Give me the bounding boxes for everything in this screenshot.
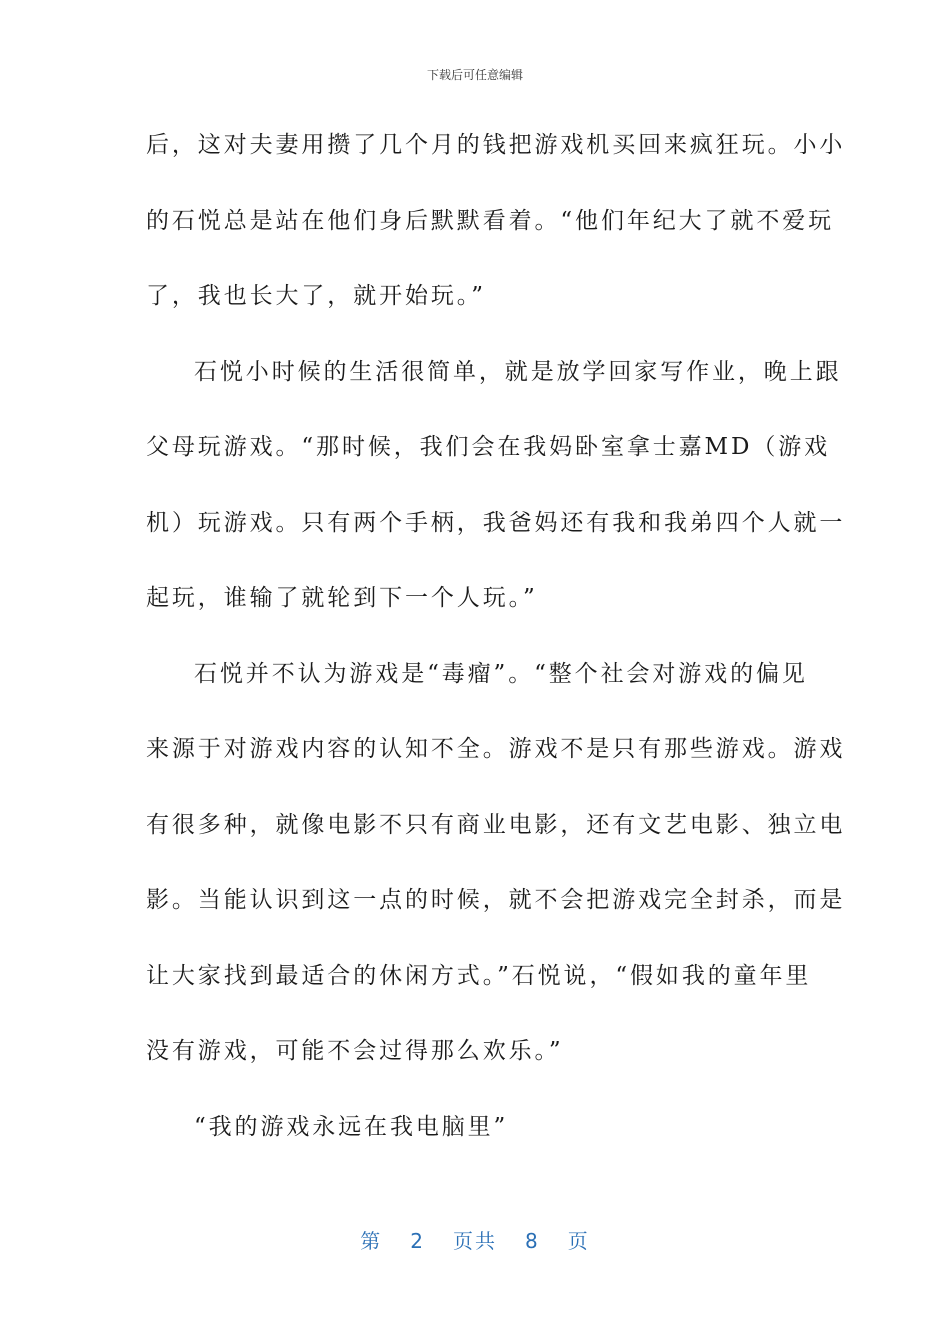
body-line: 了，我也长大了，就开始玩。” — [146, 283, 486, 309]
body-line: 父母玩游戏。“那时候，我们会在我妈卧室拿士嘉MD（游戏 — [146, 434, 831, 460]
page-label-mid: 页共 — [453, 1229, 497, 1253]
body-line: 影。当能认识到这一点的时候，就不会把游戏完全封杀，而是 — [146, 887, 846, 913]
body-line: 没有游戏，可能不会过得那么欢乐。” — [146, 1038, 564, 1064]
body-line: 有很多种，就像电影不只有商业电影，还有文艺电影、独立电 — [146, 811, 846, 838]
body-line: 石悦并不认为游戏是“毒瘤”。“整个社会对游戏的偏见 — [194, 660, 808, 687]
body-line: 石悦小时候的生活很简单，就是放学回家写作业，晚上跟 — [194, 358, 842, 385]
body-line: 来源于对游戏内容的认知不全。游戏不是只有那些游戏。游戏 — [146, 736, 846, 762]
body-line: 后，这对夫妻用攒了几个月的钱把游戏机买回来疯狂玩。小小 — [146, 132, 846, 158]
body-line: 的石悦总是站在他们身后默默看着。“他们年纪大了就不爱玩 — [146, 207, 835, 234]
section-heading: “我的游戏永远在我电脑里” — [194, 1113, 509, 1140]
page-total-number: 8 — [525, 1229, 540, 1253]
document-body — [146, 125, 846, 1182]
page-label-prefix: 第 — [360, 1229, 383, 1253]
body-line: 起玩，谁输了就轮到下一个人玩。” — [146, 585, 538, 611]
page-label-suffix: 页 — [567, 1229, 590, 1253]
page-header-note: 下载后可任意编辑 — [426, 68, 523, 82]
body-line: 机）玩游戏。只有两个手柄，我爸妈还有我和我弟四个人就一 — [146, 509, 846, 536]
page-footer — [0, 1225, 950, 1254]
page-current-number: 2 — [410, 1229, 425, 1253]
body-line: 让大家找到最适合的休闲方式。”石悦说，“假如我的童年里 — [146, 962, 812, 989]
